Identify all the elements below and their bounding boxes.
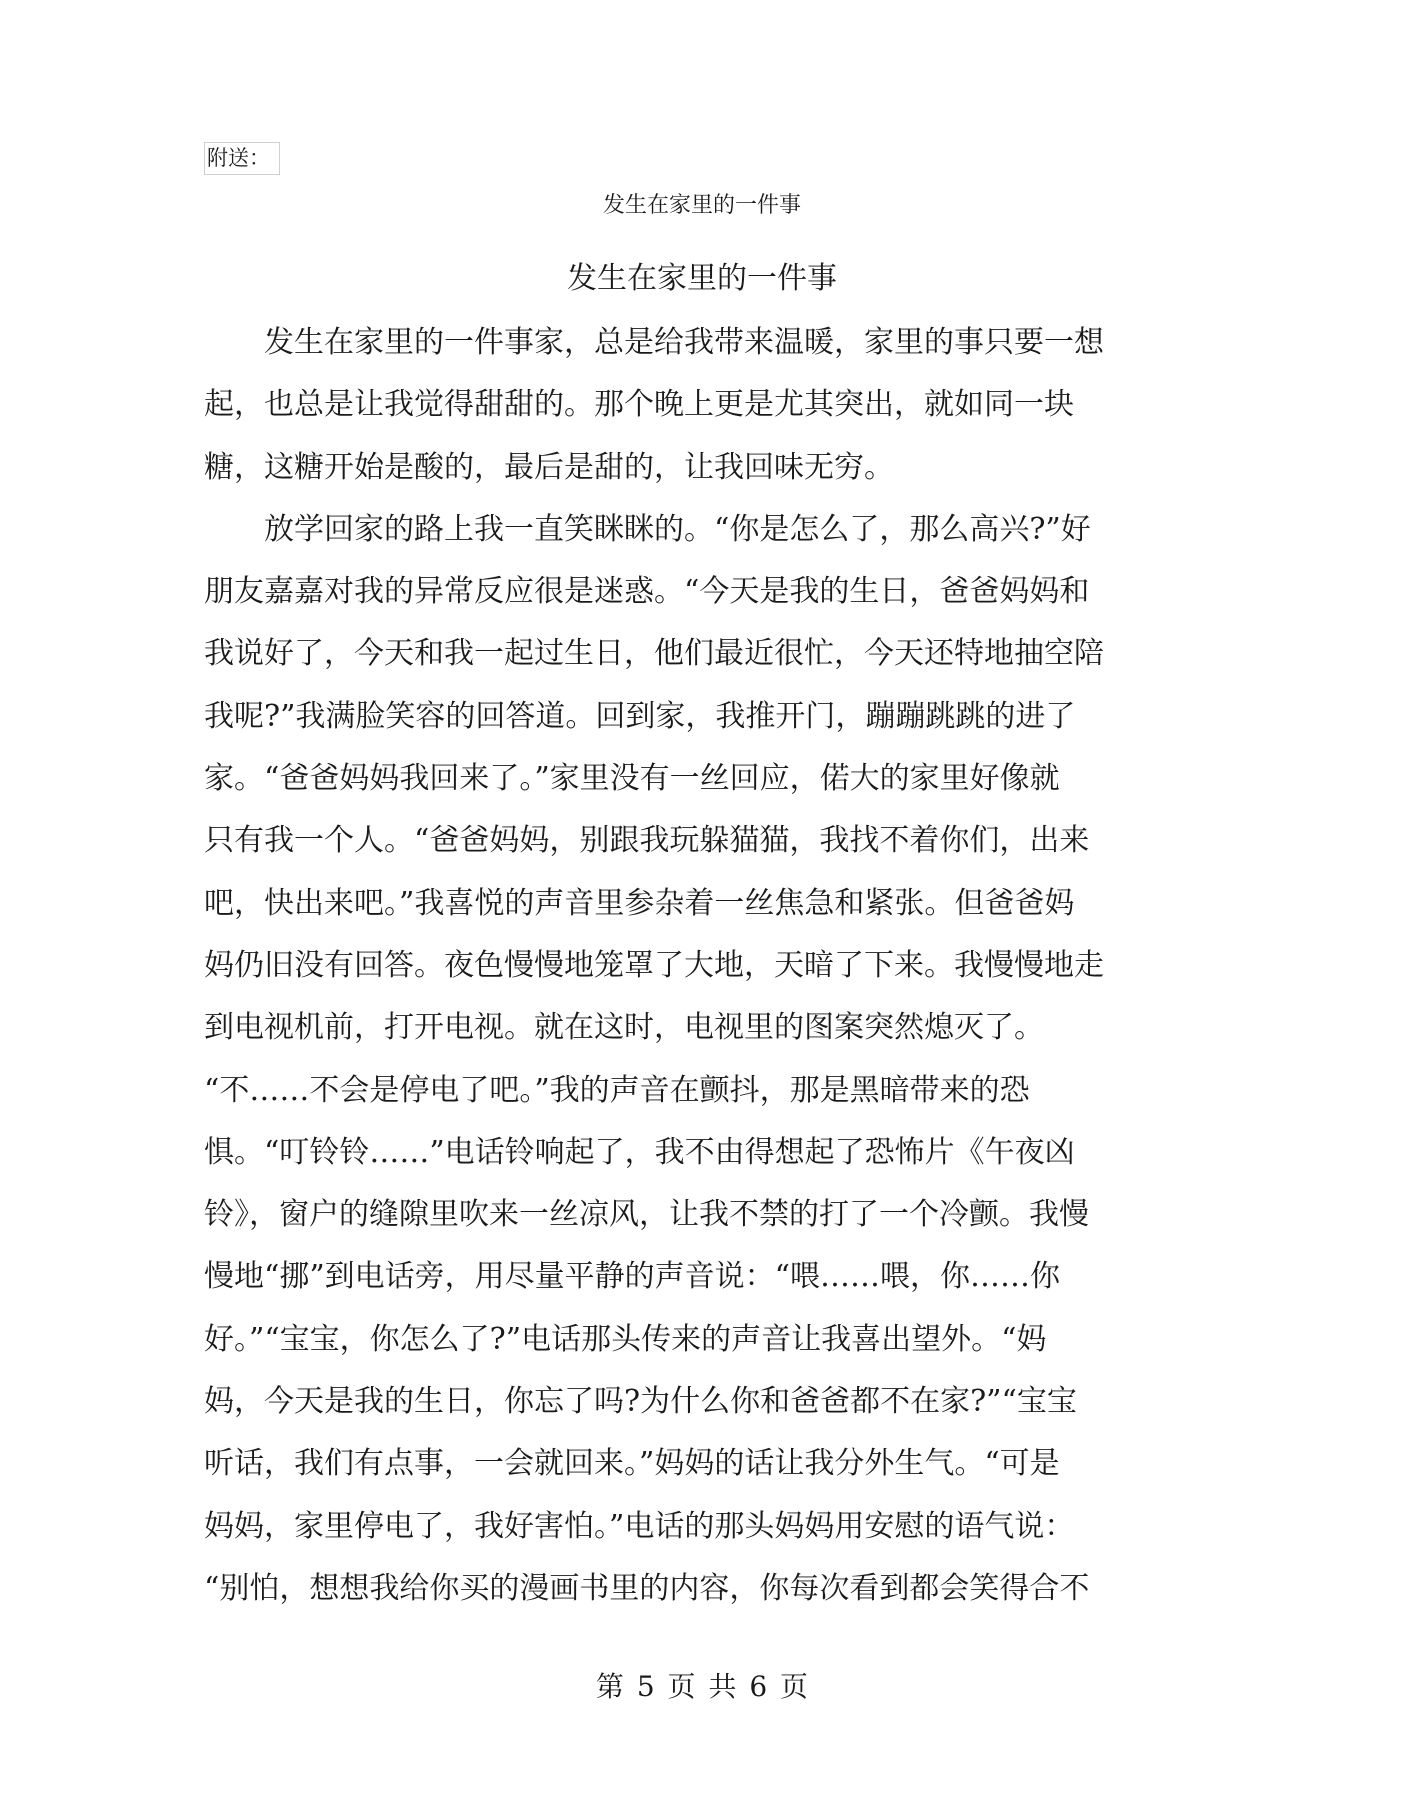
body-line: “不……不会是停电了吧。”我的声音在颤抖，那是黑暗带来的恐 xyxy=(204,1072,1030,1108)
body-line: 听话，我们有点事，一会就回来。”妈妈的话让我分外生气。“可是 xyxy=(204,1446,1060,1482)
article-title: 发生在家里的一件事 xyxy=(567,261,837,296)
article-body xyxy=(204,312,1194,1620)
body-line: 我说好了，今天和我一起过生日，他们最近很忙，今天还特地抽空陪 xyxy=(204,636,1104,672)
body-line: 只有我一个人。“爸爸妈妈，别跟我玩躲猫猫，我找不着你们，出来 xyxy=(204,823,1090,859)
body-line: 朋友嘉嘉对我的异常反应很是迷惑。“今天是我的生日，爸爸妈妈和 xyxy=(204,574,1090,610)
page-footer-number: 第 5 页 共 6 页 xyxy=(595,1670,809,1703)
body-line: 吧，快出来吧。”我喜悦的声音里参杂着一丝焦急和紧张。但爸爸妈 xyxy=(204,885,1075,921)
body-line: 放学回家的路上我一直笑眯眯的。“你是怎么了，那么高兴?”好 xyxy=(204,511,1091,547)
body-line: 糖，这糖开始是酸的，最后是甜的，让我回味无穷。 xyxy=(204,449,894,485)
body-line: 起，也总是让我觉得甜甜的。那个晚上更是尤其突出，就如同一块 xyxy=(204,387,1074,423)
body-line: 发生在家里的一件事家，总是给我带来温暖，家里的事只要一想 xyxy=(204,325,1104,360)
body-line: 家。“爸爸妈妈我回来了。”家里没有一丝回应，偌大的家里好像就 xyxy=(204,761,1060,797)
body-line: 妈仍旧没有回答。夜色慢慢地笼罩了大地，天暗了下来。我慢慢地走 xyxy=(204,947,1104,983)
body-line: 到电视机前，打开电视。就在这时，电视里的图案突然熄灭了。 xyxy=(204,1010,1044,1046)
body-line: 我呢?”我满脸笑容的回答道。回到家，我推开门，蹦蹦跳跳的进了 xyxy=(204,698,1076,734)
body-line: 惧。“叮铃铃……”电话铃响起了，我不由得想起了恐怖片《午夜凶 xyxy=(204,1134,1075,1170)
body-line: 慢地“挪”到电话旁，用尽量平静的声音说：“喂……喂，你……你 xyxy=(204,1259,1061,1295)
running-header-title: 发生在家里的一件事 xyxy=(602,193,801,218)
body-line: 好。”“宝宝，你怎么了?”电话那头传来的声音让我喜出望外。“妈 xyxy=(204,1321,1047,1357)
body-line: 妈妈，家里停电了，我好害怕。”电话的那头妈妈用安慰的语气说： xyxy=(204,1508,1075,1544)
body-line: “别怕，想想我给你买的漫画书里的内容，你每次看到都会笑得合不 xyxy=(204,1570,1090,1606)
attachment-label: 附送： xyxy=(204,142,280,175)
body-line: 铃》，窗户的缝隙里吹来一丝凉风，让我不禁的打了一个冷颤。我慢 xyxy=(204,1197,1089,1233)
body-line: 妈，今天是我的生日，你忘了吗?为什么你和爸爸都不在家?”“宝宝 xyxy=(204,1384,1077,1420)
